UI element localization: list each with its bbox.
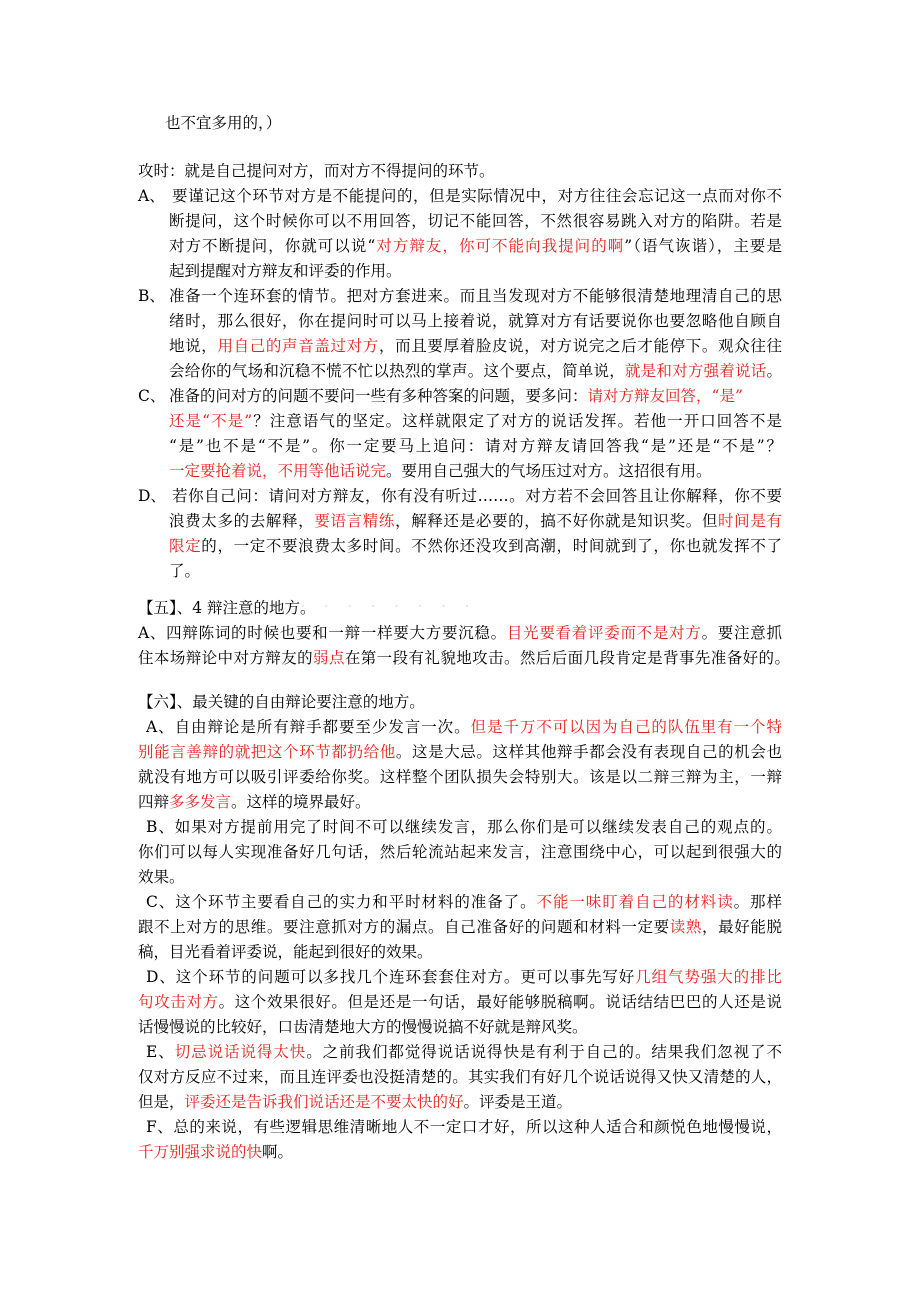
list-item: 准备一个连环套的情节。把对方套进来。而且当发现对方不能够很清楚地理清自己的思	[169, 287, 782, 305]
list-item: 准备的问对方的问题不要问一些有多种答案的问题，要多问：请对方辩友回答，“是”	[169, 387, 743, 405]
list-item: 限定的，一定不要浪费太多时间。不然你还没攻到高潮，时间就到了，你也就发挥不了	[169, 537, 782, 555]
section6-paragraph-c: 跟不上对方的思维。要注意抓对方的漏点。自己准备好的问题和材料一定要读熟，最好能脱	[138, 918, 782, 936]
section6-paragraph-a: 四辩多多发言。这样的境界最好。	[138, 793, 371, 811]
list-item: 浪费太多的去解释，要语言精练，解释还是必要的，搞不好你就是知识奖。但时间是有	[169, 512, 782, 530]
list-letter: A、	[138, 187, 165, 205]
watermark: · · · · · · · ·	[300, 596, 476, 617]
section6-paragraph-b: 效果。	[138, 868, 185, 886]
list-item: 会给你的气场和沉稳不慌不忙以热烈的掌声。这个要点，简单说，就是和对方强着说话。	[169, 362, 782, 380]
intro-line: 也不宜多用的，）	[165, 114, 282, 132]
section6-paragraph-a: 别能言善辩的就把这个环节都扔给他。这是大忌。这样其他辩手都会没有表现自己的机会也	[138, 743, 782, 761]
section6-paragraph-d: D、这个环节的问题可以多找几个连环套套住对方。更可以事先写好几组气势强大的排比	[146, 968, 782, 986]
section6-paragraph-a: 就没有地方可以吸引评委给你奖。这样整个团队损失会特别大。该是以二辩三辩为主，一辩	[138, 768, 782, 786]
section5-heading: 【五】、4 辩注意的地方。	[138, 599, 316, 617]
list-item: 还是“不是”？注意语气的坚定。这样就限定了对方的说话发挥。若他一开口回答不是	[169, 412, 782, 430]
section6-paragraph-c: 稿，目光看着评委说，能起到很好的效果。	[138, 943, 433, 961]
list-item: 地说，用自己的声音盖过对方，而且要厚着脸皮说，对方说完之后才能停下。观众往往	[169, 337, 782, 355]
section6-paragraph-b: B、如果对方提前用完了时间不可以继续发言，那么你们是可以继续发表自己的观点的。	[146, 818, 782, 836]
section6-paragraph-d: 句攻击对方。这个效果很好。但是还是一句话，最好能够脱稿啊。说话结结巴巴的人还是说	[138, 993, 782, 1011]
section6-paragraph-e: 仅对方反应不过来，而且连评委也没挺清楚的。其实我们有好几个说话说得又快又清楚的人，	[138, 1068, 782, 1086]
list-letter: C、	[138, 387, 166, 405]
list-item: 了。	[169, 562, 201, 580]
list-item: 一定要抢着说，不用等他话说完。要用自己强大的气场压过对方。这招很有用。	[169, 462, 712, 480]
section6-paragraph-f: F、总的来说，有些逻辑思维清晰地人不一定口才好，所以这种人适合和颜悦色地慢慢说，	[146, 1118, 782, 1136]
section6-paragraph-d: 话慢慢说的比较好，口齿清楚地大方的慢慢说搞不好就是辩风奖。	[138, 1018, 588, 1036]
list-item: 对方不断提问，你就可以说“对方辩友，你可不能向我提问的啊”（语气诙谐），主要是	[169, 237, 782, 255]
section5-paragraph: 住本场辩论中对方辩友的弱点在第一段有礼貌地攻击。然后后面几段肯定是背事先准备好的。	[138, 649, 790, 667]
list-item: 起到提醒对方辩友和评委的作用。	[169, 262, 402, 280]
section6-paragraph-e: E、切忌说话说得太快。之前我们都觉得说话说得快是有利于自己的。结果我们忽视了不	[146, 1043, 782, 1061]
list-item: 若你自己问：请问对方辩友，你有没有听过……。对方若不会回答且让你解释，你不要	[172, 487, 782, 505]
section6-paragraph-f: 千万别强求说的快啊。	[138, 1143, 294, 1161]
list-item: 要谨记这个环节对方是不能提问的，但是实际情况中，对方往往会忘记这一点而对你不	[172, 187, 782, 205]
list-item: “是”也不是“不是”。你一定要马上追问：请对方辩友请回答我“是”还是“不是”？	[169, 437, 782, 455]
list-item: 绪时，那么很好，你在提问时可以马上接着说，就算对方有话要说你也要忽略他自顾自	[169, 312, 782, 330]
section6-paragraph-c: C、这个环节主要看自己的实力和平时材料的准备了。不能一味盯着自己的材料读。那样	[146, 893, 782, 911]
section6-paragraph-e: 但是，评委还是告诉我们说话还是不要太快的好。评委是王道。	[138, 1093, 573, 1111]
attack-heading: 攻时：就是自己提问对方，而对方不得提问的环节。	[138, 162, 495, 180]
section6-heading: 【六】、最关键的自由辩论要注意的地方。	[138, 693, 425, 711]
section6-paragraph-b: 你们可以每人实现准备好几句话，然后轮流站起来发言，注意围绕中心，可以起到很强大的	[138, 843, 782, 861]
list-item: 断提问，这个时候你可以不用回答，切记不能回答，不然很容易跳入对方的陷阱。若是	[169, 212, 782, 230]
list-letter: D、	[138, 487, 166, 505]
section5-paragraph: A、四辩陈词的时候也要和一辩一样要大方要沉稳。目光要看着评委而不是对方。要注意抓	[138, 624, 782, 642]
list-letter: B、	[138, 287, 165, 305]
section6-paragraph-a: A、自由辩论是所有辩手都要至少发言一次。但是千万不可以因为自己的队伍里有一个特	[146, 718, 782, 736]
